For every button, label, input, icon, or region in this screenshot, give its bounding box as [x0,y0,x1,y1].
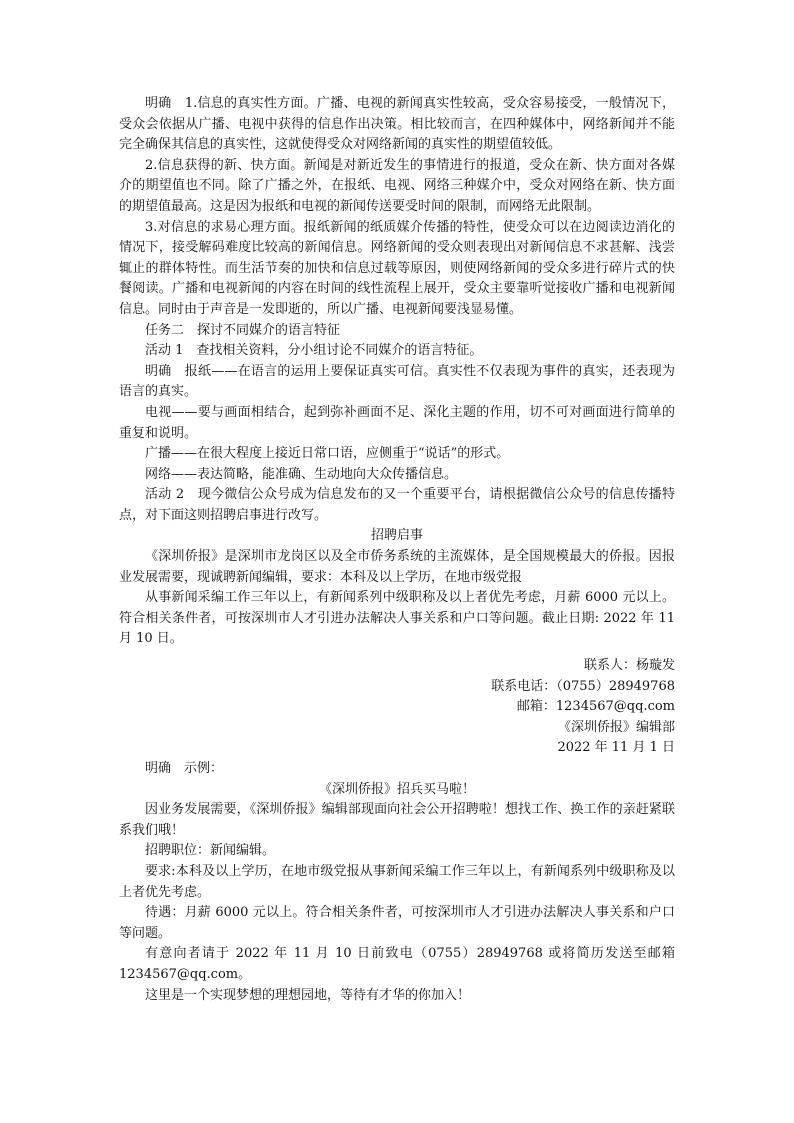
paragraph-answer-1: 明确 1.信息的真实性方面。广播、电视的新闻真实性较高，受众容易接受，一般情况下，受众会依据从广播、电视中获得的信息作出决策。相比较而言，在四种媒体中，网络新闻并不能完全确保其信息的真实性，这就使得受众对网络新闻的真实性的期望值较低。 [119,96,675,153]
example-requirements: 要求:本科及以上学历，在地市级党报从事新闻采编工作三年以上，有新闻系列中级职称及以上者优先考虑。 [119,863,675,900]
activity-1: 活动 1 查找相关资料，分小组讨论不同媒介的语言特征。 [145,343,483,359]
task-two-heading: 任务二 探讨不同媒介的语言特征 [145,322,341,338]
notice-contact-person: 联系人：杨璇发 [583,658,675,674]
answer-tv: 电视——要与画面相结合，起到弥补画面不足、深化主题的作用，切不可对画面进行简单的重复和说明。 [119,404,675,441]
notice-contact-phone: 联系电话：（0755）28949768 [491,678,675,694]
answer-newspaper: 明确 报纸——在语言的运用上要保证真实可信。真实性不仅表现为事件的真实，还表现为语言的真实。 [119,363,675,400]
paragraph-answer-2: 2.信息获得的新、快方面。新闻是对新近发生的事情进行的报道，受众在新、快方面对各媒介的期望值也不同。除了广播之外，在报纸、电视、网络三种媒介中，受众对网络在新、快方面的期望值最高。这是因为报纸和电视的新闻传送要受时间的限制，而网络无此限制。 [119,157,675,214]
answer-network: 网络——表达简略，能准确、生动地向大众传播信息。 [145,466,458,482]
notice-paragraph-1: 《深圳侨报》是深圳市龙岗区以及全市侨务系统的主流媒体，是全国规模最大的侨报。因报业发展需要，现诚聘新闻编辑，要求：本科及以上学历，在地市级党报 [119,549,675,585]
example-intro: 明确 示例： [145,761,224,776]
notice-date: 2022 年 11 月 1 日 [557,740,675,756]
example-closing: 这里是一个实现梦想的理想园地，等待有才华的你加入！ [145,987,471,1003]
answer-radio: 广播——在很大程度上接近日常口语，应侧重于“说话”的形式。 [145,446,510,462]
notice-contact-email: 邮箱：1234567@qq.com [516,699,675,715]
notice-paragraph-2: 从事新闻采编工作三年以上，有新闻系列中级职称及以上者优先考虑，月薪 6000 元以上。符合相关条件者，可按深圳市人才引进办法解决人事关系和户口等问题。截止日期: 2022 年 11 月 10 日。 [119,590,675,647]
example-position: 招聘职位：新闻编辑。 [145,843,276,859]
example-salary: 待遇：月薪 6000 元以上。符合相关条件者，可按深圳市人才引进办法解决人事关系和户口等问题。 [119,905,675,941]
document-page [119,94,675,1006]
activity-2: 活动 2 现今微信公众号成为信息发布的又一个重要平台，请根据微信公众号的信息传播特点，对下面这则招聘启事进行改写。 [119,487,675,523]
example-title: 《深圳侨报》招兵买马啦！ [318,781,475,797]
notice-issuer: 《深圳侨报》编辑部 [557,719,675,735]
example-contact: 有意向者请于 2022 年 11 月 10 日前致电（0755）28949768 或将简历发送至邮箱 1234567@qq.com。 [119,946,675,982]
example-paragraph-1: 因业务发展需要，《深圳侨报》编辑部现面向社会公开招聘啦！想找工作、换工作的亲赶紧联系我们哦！ [119,802,675,838]
paragraph-answer-3: 3.对信息的求易心理方面。报纸新闻的纸质媒介传播的特性，使受众可以在边阅读边消化的情况下，接受解码难度比较高的新闻信息。网络新闻的受众则表现出对新闻信息不求甚解、浅尝辄止的群体特性。而生活节奏的加快和信息过载等原因，则使网络新闻的受众多进行碎片式的快餐阅读。广播和电视新闻的内容在时间的线性流程上展开，受众主要靠听觉接收广播和电视新闻信息。同时由于声音是一发即逝的，所以广播、电视新闻要浅显易懂。 [119,219,675,317]
notice-title: 招聘启事 [370,528,423,544]
